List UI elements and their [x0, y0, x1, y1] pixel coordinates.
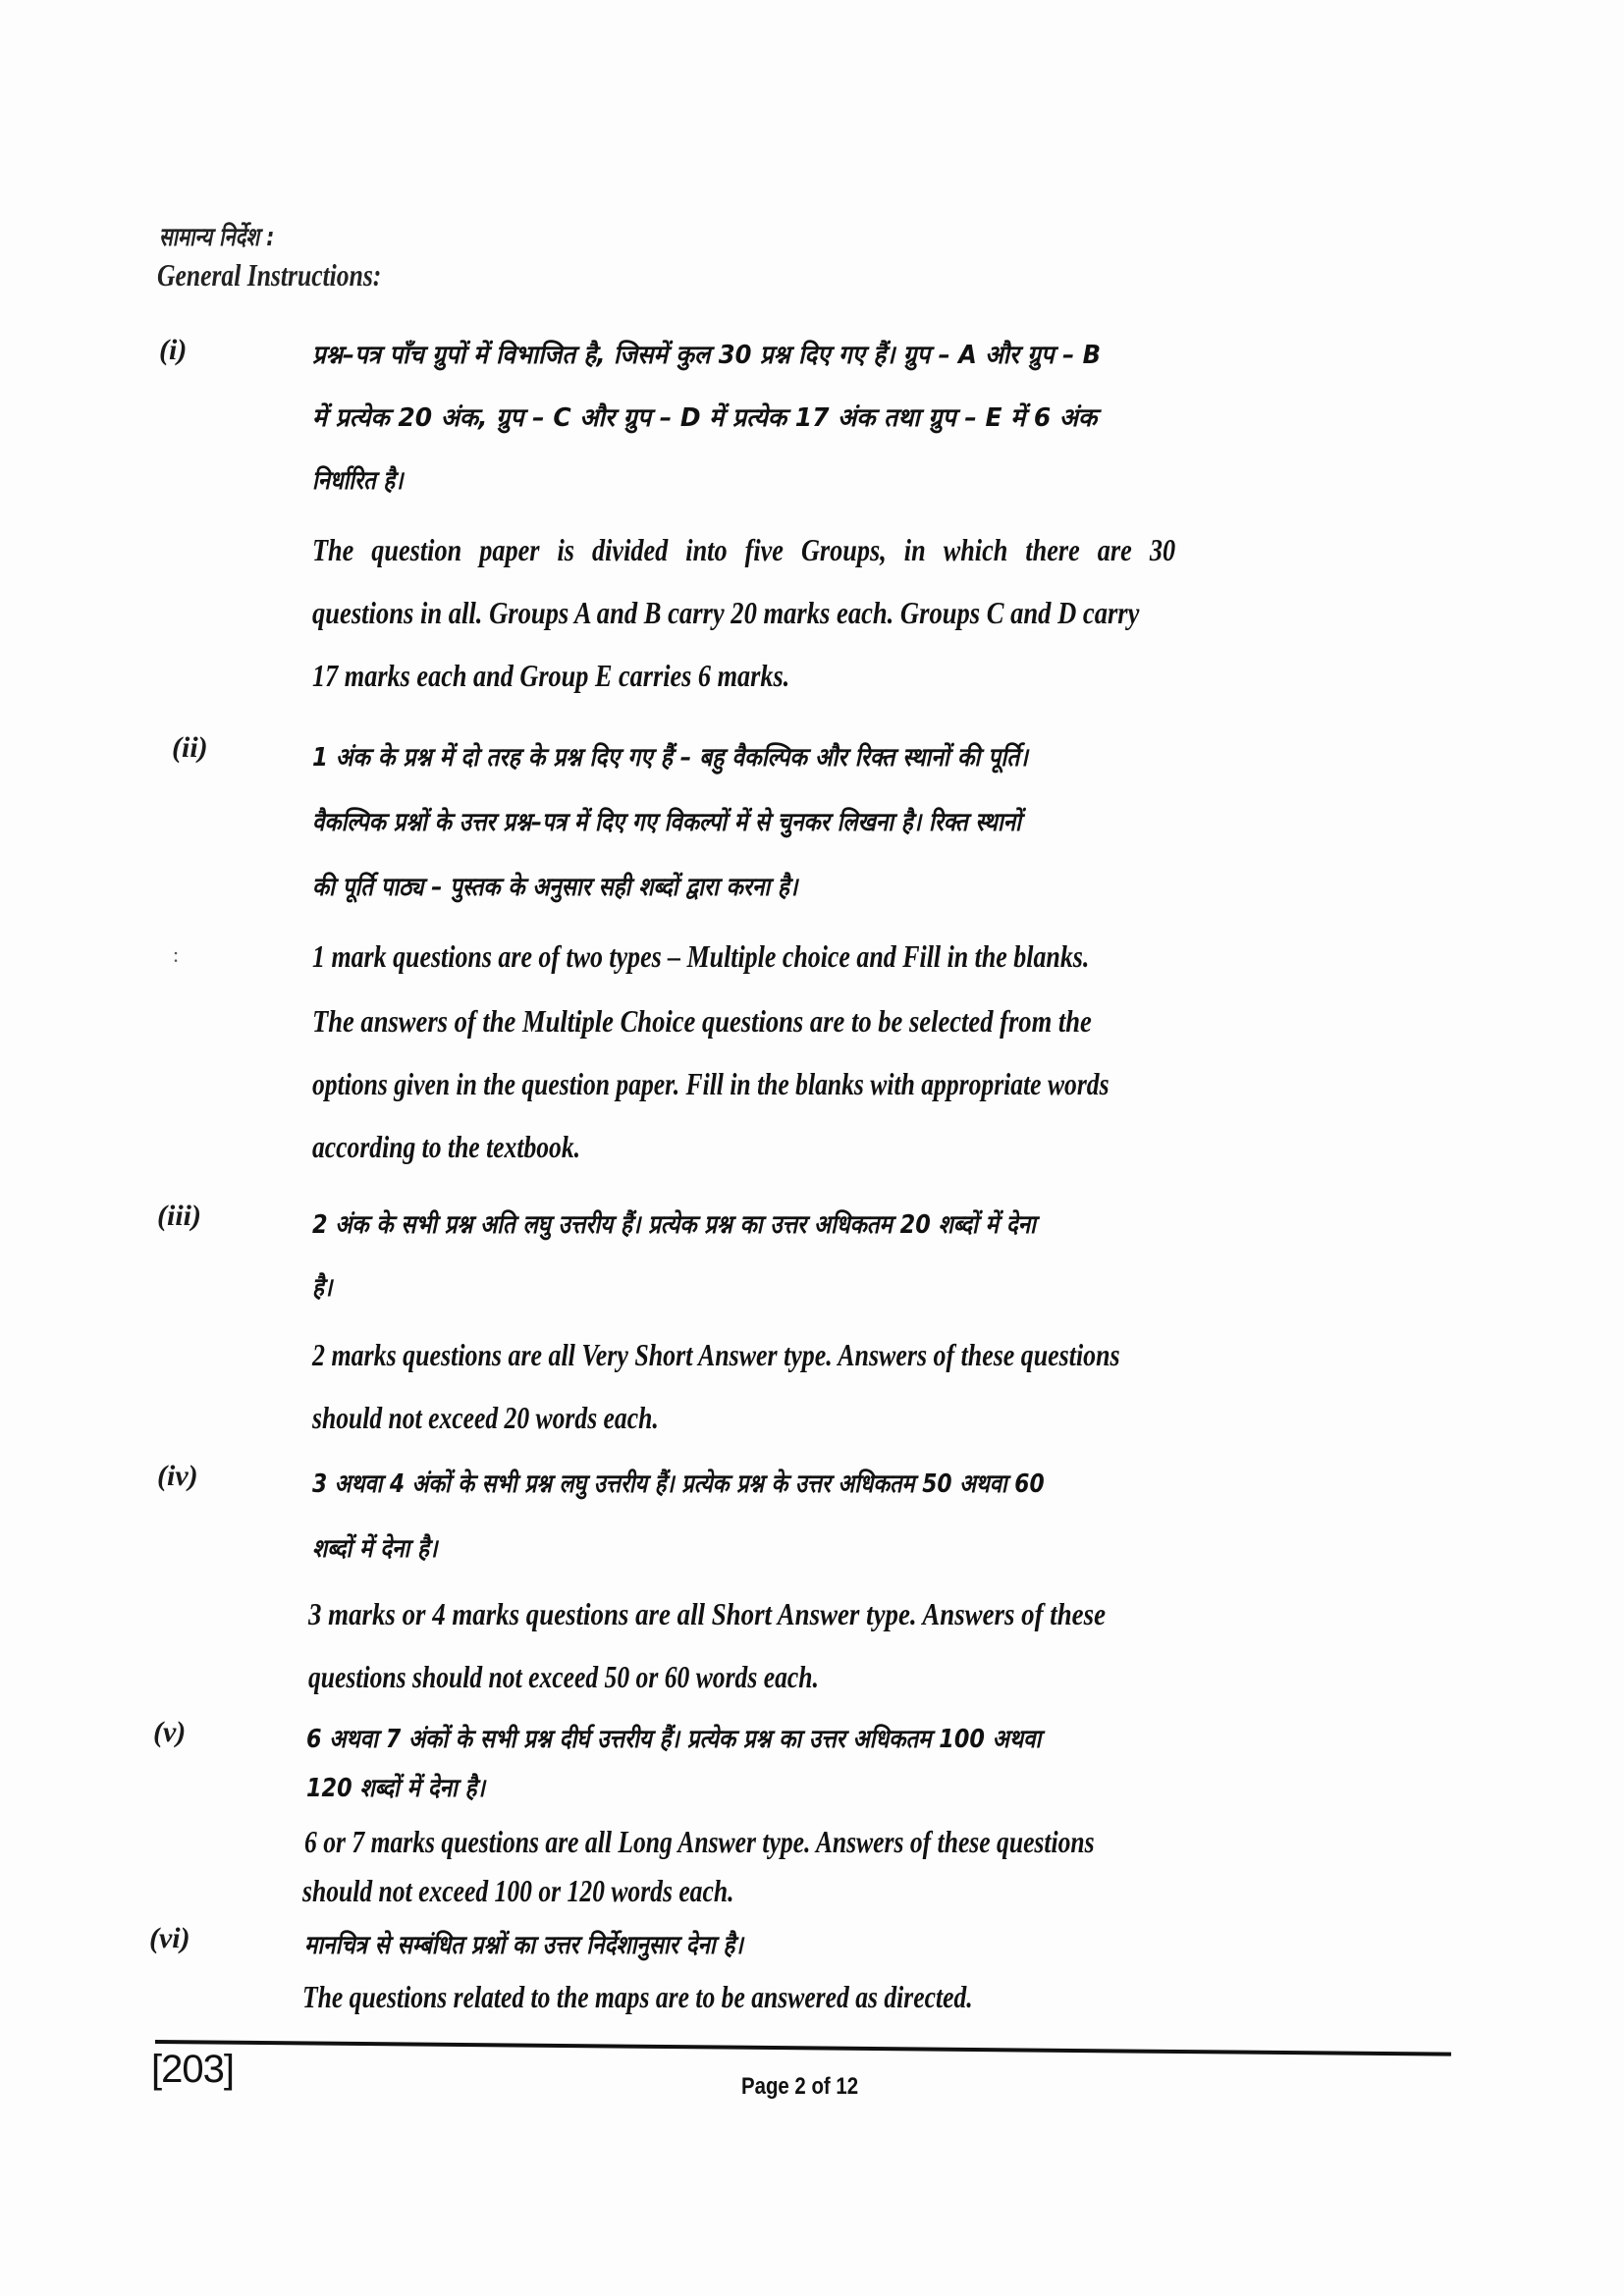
scan-artifact-mark: :	[173, 942, 180, 967]
instruction-hindi-line: निर्धारित है।	[312, 466, 404, 496]
instruction-label: (i)	[159, 334, 188, 366]
instruction-english-line: The questions related to the maps are to be answered as directed.	[302, 1979, 973, 2014]
instruction-hindi-line: 120 शब्दों में देना है।	[306, 1774, 485, 1803]
instruction-label: (iv)	[157, 1460, 198, 1492]
instruction-english-line: 2 marks questions are all Very Short Answer type. Answers of these questions	[312, 1337, 1120, 1372]
footer-divider	[155, 2040, 1451, 2056]
instruction-hindi-line: मानचित्र से सम्बंधित प्रश्नों का उत्तर निर्देशानुसार देना है।	[304, 1931, 743, 1960]
instruction-hindi-line: 1 अंक के प्रश्न में दो तरह के प्रश्न दिए गए हैं – बहु वैकल्पिक और रिक्त स्थानों की पूर्ति।	[312, 743, 1028, 773]
instruction-hindi-line: की पूर्ति पाठ्य – पुस्तक के अनुसार सही शब्दों द्वारा करना है।	[312, 873, 798, 902]
instruction-label: (v)	[153, 1716, 187, 1748]
instruction-hindi-line: वैकल्पिक प्रश्नों के उत्तर प्रश्न–पत्र में दिए गए विकल्पों में से चुनकर लिखना है। रिक्त स्थानों	[312, 808, 1021, 837]
instruction-label: (iii)	[157, 1200, 201, 1232]
instruction-english-line: 3 marks or 4 marks questions are all Short Answer type. Answers of these	[308, 1596, 1107, 1631]
heading-english	[157, 257, 437, 294]
instruction-hindi-line: प्रश्न–पत्र पाँच ग्रुपों में विभाजित है, जिसमें कुल 30 प्रश्न दिए गए हैं। ग्रुप – A और ग्रुप – B	[312, 341, 1102, 370]
instruction-hindi-line: शब्दों में देना है।	[312, 1534, 438, 1564]
heading-english-text: General Instructions:	[157, 257, 382, 293]
paper-code: [203]	[151, 2048, 234, 2091]
instruction-english-line: should not exceed 20 words each.	[312, 1400, 659, 1435]
instruction-english-line: 6 or 7 marks questions are all Long Answer type. Answers of these questions	[304, 1824, 1095, 1859]
heading-hindi	[159, 218, 307, 253]
instruction-english-line: The question paper is divided into five Groups, in which there are 30	[312, 532, 1176, 567]
heading-hindi-text: सामान्य निर्देश :	[159, 223, 275, 252]
instruction-hindi-line: 2 अंक के सभी प्रश्न अति लघु उत्तरीय हैं। प्रत्येक प्रश्न का उत्तर अधिकतम 20 शब्दों में देना	[312, 1210, 1036, 1240]
instruction-english-line: The answers of the Multiple Choice questions are to be selected from the	[312, 1003, 1092, 1039]
instruction-hindi-line: 6 अथवा 7 अंकों के सभी प्रश्न दीर्घ उत्तरीय हैं। प्रत्येक प्रश्न का उत्तर अधिकतम 100 अथवा	[306, 1725, 1042, 1754]
instruction-english-line: according to the textbook.	[312, 1129, 581, 1164]
instruction-english-line: questions in all. Groups A and B carry 20 marks each. Groups C and D carry	[312, 595, 1140, 630]
page-number: Page 2 of 12	[741, 2073, 859, 2100]
instruction-label: (vi)	[149, 1922, 190, 1954]
instruction-hindi-line: 3 अथवा 4 अंकों के सभी प्रश्न लघु उत्तरीय हैं। प्रत्येक प्रश्न के उत्तर अधिकतम 50 अथवा 60	[312, 1469, 1045, 1499]
instruction-english-line: 17 marks each and Group E carries 6 marks.	[312, 658, 790, 693]
instruction-english-line: should not exceed 100 or 120 words each.	[302, 1873, 734, 1908]
instruction-hindi-line: में प्रत्येक 20 अंक, ग्रुप – C और ग्रुप – D में प्रत्येक 17 अंक तथा ग्रुप – E में 6 अंक	[312, 403, 1098, 433]
instruction-label: (ii)	[172, 731, 208, 764]
instruction-english-line: questions should not exceed 50 or 60 words each.	[308, 1659, 819, 1694]
instruction-english-line: options given in the question paper. Fill in the blanks with appropriate words	[312, 1066, 1110, 1101]
instruction-hindi-line: है।	[312, 1273, 333, 1303]
instruction-english-line: 1 mark questions are of two types – Multiple choice and Fill in the blanks.	[312, 938, 1090, 974]
